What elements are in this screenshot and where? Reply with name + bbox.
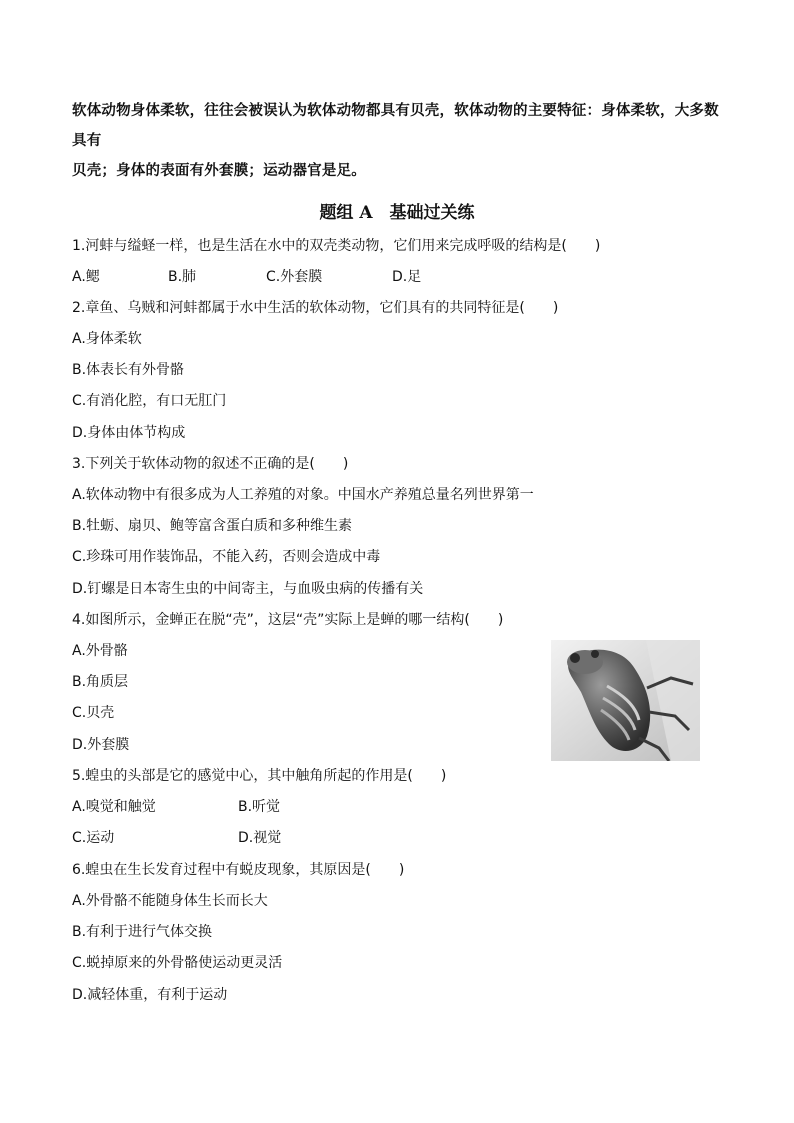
cicada-molting-photo [551,640,700,761]
q3-stem: 3.下列关于软体动物的叙述不正确的是( ) [72,456,349,472]
q4-option-a: A.外骨骼 [72,643,128,659]
q1-option-d: D.足 [392,269,422,285]
q2-option-a: A.身体柔软 [72,331,142,347]
q6-stem: 6.蝗虫在生长发育过程中有蜕皮现象，其原因是( ) [72,862,405,878]
intro-line-2: 贝壳；身体的表面有外套膜；运动器官是足。 [72,163,366,179]
intro-line-1: 软体动物身体柔软，往往会被误认为软体动物都具有贝壳，软体动物的主要特征：身体柔软，大多数具有 [72,103,719,149]
q3-option-a: A.软体动物中有很多成为人工养殖的对象。中国水产养殖总量名列世界第一 [72,487,534,503]
q5-option-c: C.运动 [72,830,115,846]
q2-option-b: B.体表长有外骨骼 [72,362,185,378]
q4-option-c: C.贝壳 [72,705,115,721]
q2-stem: 2.章鱼、乌贼和河蚌都属于水中生活的软体动物，它们具有的共同特征是( ) [72,300,559,316]
q5-option-b: B.听觉 [238,799,281,815]
q6-option-c: C.蜕掉原来的外骨骼使运动更灵活 [72,955,283,971]
intro-paragraph [72,96,732,186]
q3-option-d: D.钉螺是日本寄生虫的中间寄主，与血吸虫病的传播有关 [72,581,424,597]
q1-option-c: C.外套膜 [266,269,323,285]
q3-option-b: B.牡蛎、扇贝、鲍等富含蛋白质和多种维生素 [72,518,353,534]
cicada-illustration [551,640,700,761]
q2-option-c: C.有消化腔，有口无肛门 [72,393,227,409]
q6-option-b: B.有利于进行气体交换 [72,924,213,940]
q3-option-c: C.珍珠可用作装饰品，不能入药，否则会造成中毒 [72,549,381,565]
q1-stem: 1.河蚌与缢蛏一样，也是生活在水中的双壳类动物，它们用来完成呼吸的结构是( ) [72,238,601,254]
q2-option-d: D.身体由体节构成 [72,425,186,441]
q1-option-a: A.鳃 [72,269,100,285]
q4-option-b: B.角质层 [72,674,129,690]
q6-option-d: D.减轻体重，有利于运动 [72,987,228,1003]
q4-option-d: D.外套膜 [72,737,130,753]
q1-option-b: B.肺 [168,269,197,285]
q5-option-d: D.视觉 [238,830,282,846]
q4-stem: 4.如图所示，金蝉正在脱“壳”，这层“壳”实际上是蝉的哪一结构( ) [72,612,504,628]
q5-stem: 5.蝗虫的头部是它的感觉中心，其中触角所起的作用是( ) [72,768,447,784]
section-title: 题组 A 基础过关练 [319,203,475,223]
q6-option-a: A.外骨骼不能随身体生长而长大 [72,893,268,909]
q5-option-a: A.嗅觉和触觉 [72,799,156,815]
